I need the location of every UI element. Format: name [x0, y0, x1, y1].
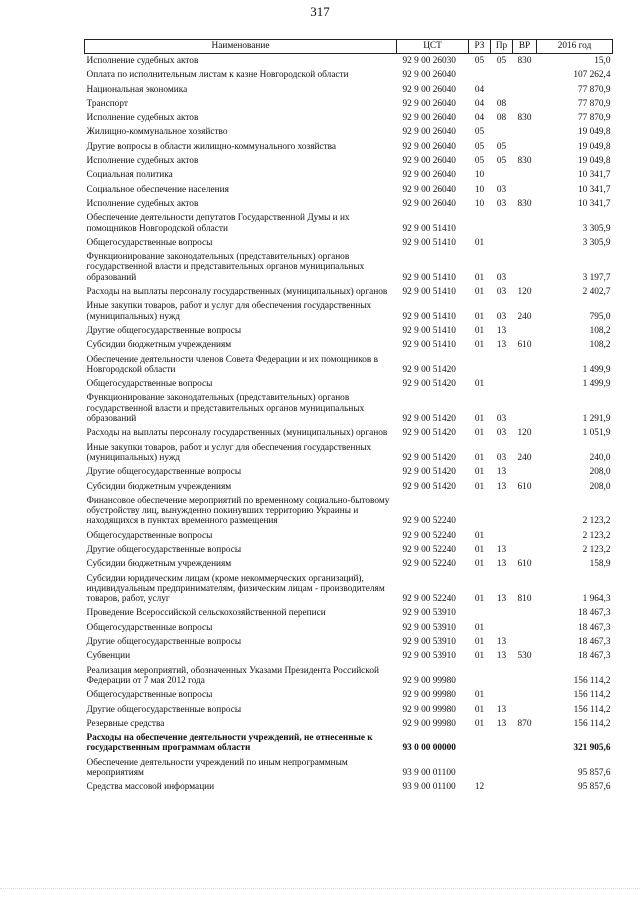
cell-vr	[513, 391, 537, 426]
cell-pr	[491, 606, 513, 620]
cell-cst: 92 9 00 26040	[402, 141, 456, 152]
cell-cst: 92 9 00 99980	[402, 690, 456, 701]
cell-rz: 01	[474, 379, 485, 390]
table-header	[85, 40, 613, 54]
cell-pr: 03	[496, 428, 507, 439]
cell-cst: 92 9 00 99980	[402, 718, 456, 729]
cell-cst: 92 9 00 26030	[402, 56, 456, 66]
cell-cst: 92 9 00 51420	[402, 364, 456, 375]
cell-cst: 92 9 00 53910	[402, 637, 456, 648]
cell-pr: 03	[496, 184, 507, 195]
cell-name: Резервные средства	[86, 718, 165, 729]
cell-rz: 01	[474, 340, 485, 351]
cell-cst: 92 9 00 26040	[402, 127, 456, 138]
table-row	[85, 426, 613, 440]
cell-vr	[513, 236, 537, 250]
cell-amount: 156 114,2	[573, 704, 611, 715]
cell-rz: 01	[474, 428, 485, 439]
table-row	[85, 353, 613, 378]
cell-vr	[513, 756, 537, 781]
header-rz: РЗ	[469, 40, 491, 54]
cell-amount: 19 049,8	[577, 141, 611, 152]
cell-name: Национальная экономика	[86, 84, 188, 95]
cell-rz: 01	[474, 530, 485, 541]
cell-amount: 19 049,8	[577, 156, 611, 167]
cell-name: Транспорт	[86, 98, 128, 109]
cell-amount: 2 123,2	[582, 544, 611, 555]
table-row	[85, 197, 613, 211]
cell-rz: 01	[474, 651, 485, 662]
cell-rz: 01	[474, 287, 485, 298]
cell-amount: 15,0	[594, 56, 611, 66]
header-row	[85, 40, 613, 54]
cell-amount: 77 870,9	[577, 98, 611, 109]
table-row	[85, 83, 613, 97]
cell-cst: 92 9 00 51410	[402, 311, 456, 322]
cell-rz: 01	[474, 704, 485, 715]
cell-rz: 01	[474, 637, 485, 648]
cell-cst: 92 9 00 52240	[402, 594, 456, 605]
cell-name: Обеспечение деятельности членов Совета Федерации и их помощников в Новгородской области	[86, 354, 379, 375]
table-body	[85, 54, 613, 795]
cell-pr: 13	[496, 704, 507, 715]
cell-pr: 13	[496, 718, 507, 729]
cell-cst: 92 9 00 51410	[402, 223, 456, 234]
cell-rz: 01	[474, 237, 485, 248]
scan-artifact-line	[0, 888, 640, 891]
cell-amount: 19 049,8	[577, 127, 611, 138]
cell-rz: 10	[474, 198, 485, 209]
cell-name: Средства массовой информации	[86, 782, 215, 793]
cell-pr	[491, 494, 513, 529]
table-row	[85, 211, 613, 236]
cell-cst: 93 0 00 00000	[402, 743, 456, 754]
cell-cst: 92 9 00 52240	[402, 544, 456, 555]
cell-vr: 870	[517, 718, 532, 729]
cell-rz: 01	[474, 414, 485, 425]
cell-pr	[491, 529, 513, 543]
cell-cst: 92 9 00 51410	[402, 287, 456, 298]
cell-rz	[469, 756, 491, 781]
cell-name: Иные закупки товаров, работ и услуг для обеспечения государственных (муниципальных) нужд	[86, 301, 372, 322]
cell-cst: 92 9 00 51420	[402, 428, 456, 439]
cell-amount: 158,9	[589, 559, 611, 570]
table-row	[85, 557, 613, 571]
table-row	[85, 299, 613, 324]
cell-cst: 92 9 00 26040	[402, 98, 456, 109]
table-row	[85, 606, 613, 620]
cell-cst: 92 9 00 52240	[402, 516, 456, 527]
table-row	[85, 250, 613, 285]
cell-amount: 156 114,2	[573, 675, 611, 686]
cell-cst: 92 9 00 51420	[402, 467, 456, 478]
table-row	[85, 529, 613, 543]
cell-name: Другие общегосударственные вопросы	[86, 467, 242, 478]
table-row	[85, 703, 613, 717]
cell-name: Функционирование законодательных (представительных) органов государственной власти и представительных органов муниципальных образований	[86, 393, 365, 425]
cell-amount: 321 905,6	[573, 743, 611, 754]
cell-vr	[513, 211, 537, 236]
header-cst: ЦСТ	[397, 40, 469, 54]
budget-table	[84, 39, 613, 795]
cell-pr: 08	[496, 98, 507, 109]
table-row	[85, 441, 613, 466]
cell-cst: 92 9 00 52240	[402, 530, 456, 541]
cell-cst: 92 9 00 26040	[402, 70, 456, 81]
table-row	[85, 688, 613, 702]
cell-rz: 01	[474, 559, 485, 570]
cell-amount: 3 305,9	[582, 223, 611, 234]
cell-vr	[513, 635, 537, 649]
cell-rz: 01	[474, 311, 485, 322]
cell-cst: 92 9 00 51420	[402, 452, 456, 463]
table-row	[85, 183, 613, 197]
cell-pr	[491, 688, 513, 702]
table-row	[85, 168, 613, 182]
table-row	[85, 465, 613, 479]
header-pr: Пр	[491, 40, 513, 54]
cell-amount: 95 857,6	[577, 768, 611, 779]
cell-pr	[491, 83, 513, 97]
cell-vr: 830	[517, 113, 532, 124]
cell-name: Субсидии бюджетным учреждениям	[86, 481, 232, 492]
cell-cst: 92 9 00 53910	[402, 651, 456, 662]
cell-pr: 13	[496, 481, 507, 492]
table-row	[85, 572, 613, 607]
cell-rz: 05	[474, 127, 485, 138]
cell-amount: 2 123,2	[582, 530, 611, 541]
cell-rz: 10	[474, 170, 485, 181]
cell-pr: 13	[496, 325, 507, 336]
table-row	[85, 111, 613, 125]
page-number: 317	[310, 4, 330, 19]
cell-vr	[513, 731, 537, 756]
cell-name: Другие вопросы в области жилищно-коммунального хозяйства	[86, 141, 337, 152]
cell-name: Исполнение судебных актов	[86, 113, 199, 124]
cell-pr: 03	[496, 287, 507, 298]
cell-vr	[513, 688, 537, 702]
table-row	[85, 621, 613, 635]
cell-rz: 01	[474, 690, 485, 701]
cell-pr: 08	[496, 113, 507, 124]
cell-name: Функционирование законодательных (представительных) органов государственной власти и представительных органов муниципальных образований	[86, 252, 365, 283]
cell-amount: 1 051,9	[582, 428, 611, 439]
cell-pr: 13	[496, 559, 507, 570]
cell-rz: 01	[474, 622, 485, 633]
header-year: 2016 год	[537, 40, 613, 54]
cell-amount: 18 467,3	[577, 637, 611, 648]
cell-rz: 01	[474, 452, 485, 463]
cell-rz: 01	[474, 718, 485, 729]
cell-vr	[513, 168, 537, 182]
cell-pr: 03	[496, 414, 507, 425]
table-row	[85, 664, 613, 689]
table-row	[85, 54, 613, 69]
cell-amount: 77 870,9	[577, 84, 611, 95]
cell-rz: 04	[474, 98, 485, 109]
cell-rz	[469, 68, 491, 82]
cell-rz: 01	[474, 272, 485, 283]
cell-name: Другие общегосударственные вопросы	[86, 325, 242, 336]
cell-pr	[491, 353, 513, 378]
cell-name: Исполнение судебных актов	[86, 156, 199, 167]
cell-pr: 03	[496, 272, 507, 283]
table-row	[85, 717, 613, 731]
cell-vr	[513, 543, 537, 557]
cell-name: Другие общегосударственные вопросы	[86, 637, 242, 648]
cell-pr: 05	[496, 56, 507, 66]
cell-cst: 92 9 00 26040	[402, 198, 456, 209]
cell-rz: 05	[474, 56, 485, 66]
cell-rz: 05	[474, 156, 485, 167]
cell-pr: 13	[496, 637, 507, 648]
cell-amount: 108,2	[589, 325, 611, 336]
cell-cst: 92 9 00 26040	[402, 156, 456, 167]
cell-rz	[469, 211, 491, 236]
cell-vr: 830	[517, 198, 532, 209]
table-row	[85, 125, 613, 139]
cell-rz: 01	[474, 481, 485, 492]
cell-name: Субсидии юридическим лицам (кроме некоммерческих организаций), индивидуальным предпринимателям, физическим лицам - производителям товаров, работ, услуг	[86, 573, 385, 605]
cell-name: Общегосударственные вопросы	[86, 530, 213, 541]
cell-name: Субсидии бюджетным учреждениям	[86, 340, 232, 351]
cell-amount: 18 467,3	[577, 651, 611, 662]
cell-vr: 830	[517, 56, 532, 66]
cell-pr	[491, 236, 513, 250]
cell-name: Обеспечение деятельности депутатов Государственной Думы и их помощников Новгородской области	[86, 213, 350, 234]
table-row	[85, 649, 613, 663]
cell-amount: 95 857,6	[577, 782, 611, 793]
cell-name: Жилищно-коммунальное хозяйство	[86, 127, 228, 138]
cell-name: Другие общегосударственные вопросы	[86, 544, 242, 555]
cell-cst: 92 9 00 52240	[402, 559, 456, 570]
cell-amount: 1 499,9	[582, 364, 611, 375]
cell-name: Расходы на выплаты персоналу государственных (муниципальных) органов	[86, 428, 388, 439]
cell-vr: 120	[517, 287, 532, 298]
table-row	[85, 338, 613, 352]
cell-vr: 810	[517, 594, 532, 605]
table-row	[85, 391, 613, 426]
cell-pr: 05	[496, 141, 507, 152]
cell-pr: 03	[496, 311, 507, 322]
cell-pr: 13	[496, 594, 507, 605]
cell-vr	[513, 529, 537, 543]
cell-amount: 208,0	[589, 467, 611, 478]
cell-vr: 120	[517, 428, 532, 439]
table-row	[85, 324, 613, 338]
cell-amount: 10 341,7	[577, 170, 611, 181]
cell-cst: 92 9 00 51420	[402, 481, 456, 492]
table-row	[85, 140, 613, 154]
cell-name: Реализация мероприятий, обозначенных Указами Президента Российской Федерации от 7 мая 2012 года	[86, 665, 379, 686]
cell-name: Обеспечение деятельности учреждений по иным непрограммным мероприятиям	[86, 757, 348, 779]
cell-pr	[491, 125, 513, 139]
cell-vr	[513, 606, 537, 620]
cell-name: Исполнение судебных актов	[86, 198, 199, 209]
cell-cst: 93 9 00 01100	[402, 768, 456, 779]
cell-vr	[513, 324, 537, 338]
cell-name: Социальная политика	[86, 170, 173, 181]
cell-amount: 2 123,2	[582, 516, 611, 527]
cell-pr	[491, 168, 513, 182]
cell-cst: 92 9 00 51410	[402, 340, 456, 351]
header-vr: ВР	[513, 40, 537, 54]
cell-name: Общегосударственные вопросы	[86, 622, 213, 633]
table-row	[85, 236, 613, 250]
cell-name: Расходы на обеспечение деятельности учреждений, не отнесенные к государственным программам области	[86, 733, 373, 754]
cell-amount: 108,2	[589, 340, 611, 351]
cell-amount: 3 305,9	[582, 237, 611, 248]
cell-cst: 92 9 00 53910	[402, 608, 456, 619]
table-row	[85, 480, 613, 494]
cell-vr	[513, 621, 537, 635]
cell-rz	[469, 494, 491, 529]
cell-name: Общегосударственные вопросы	[86, 690, 213, 701]
cell-vr: 240	[517, 452, 532, 463]
cell-vr	[513, 250, 537, 285]
cell-amount: 156 114,2	[573, 718, 611, 729]
cell-rz: 04	[474, 84, 485, 95]
cell-vr	[513, 68, 537, 82]
cell-vr	[513, 83, 537, 97]
cell-amount: 77 870,9	[577, 113, 611, 124]
cell-vr	[513, 377, 537, 391]
cell-amount: 2 402,7	[582, 287, 611, 298]
table-row	[85, 285, 613, 299]
cell-amount: 240,0	[589, 452, 611, 463]
cell-rz: 12	[474, 782, 485, 793]
cell-rz	[469, 606, 491, 620]
cell-cst: 92 9 00 51420	[402, 414, 456, 425]
cell-cst: 92 9 00 26040	[402, 184, 456, 195]
cell-pr: 05	[496, 156, 507, 167]
cell-name: Другие общегосударственные вопросы	[86, 704, 242, 715]
cell-cst: 93 9 00 01100	[402, 782, 456, 793]
cell-pr: 13	[496, 340, 507, 351]
cell-name: Иные закупки товаров, работ и услуг для обеспечения государственных (муниципальных) нужд	[86, 442, 372, 463]
cell-pr	[491, 211, 513, 236]
cell-name: Субсидии бюджетным учреждениям	[86, 559, 232, 570]
table-row	[85, 154, 613, 168]
cell-pr	[491, 664, 513, 689]
cell-cst: 92 9 00 51410	[402, 325, 456, 336]
header-name: Наименование	[85, 40, 397, 54]
cell-rz: 01	[474, 594, 485, 605]
cell-name: Общегосударственные вопросы	[86, 237, 213, 248]
cell-name: Расходы на выплаты персоналу государственных (муниципальных) органов	[86, 287, 388, 298]
cell-pr: 13	[496, 651, 507, 662]
cell-vr: 530	[517, 651, 532, 662]
table-row	[85, 731, 613, 756]
cell-pr	[491, 68, 513, 82]
cell-cst: 92 9 00 51410	[402, 237, 456, 248]
cell-vr	[513, 494, 537, 529]
table-row	[85, 635, 613, 649]
cell-vr: 610	[517, 559, 532, 570]
cell-vr	[513, 125, 537, 139]
cell-rz: 04	[474, 113, 485, 124]
cell-name: Общегосударственные вопросы	[86, 379, 213, 390]
cell-amount: 208,0	[589, 481, 611, 492]
cell-vr: 610	[517, 340, 532, 351]
cell-name: Субвенции	[86, 651, 131, 662]
cell-amount: 18 467,3	[577, 622, 611, 633]
cell-vr	[513, 97, 537, 111]
cell-amount: 3 197,7	[582, 272, 611, 283]
cell-vr	[513, 140, 537, 154]
cell-amount: 107 262,4	[573, 70, 611, 81]
cell-pr: 13	[496, 467, 507, 478]
cell-rz: 01	[474, 325, 485, 336]
cell-pr	[491, 780, 513, 794]
table-row	[85, 494, 613, 529]
cell-rz	[469, 731, 491, 756]
cell-vr	[513, 780, 537, 794]
cell-name: Финансовое обеспечение мероприятий по временному социально-бытовому обустройству лиц, вынужденно покинувших территорию Украины и находящихся в пунктах временного размещения	[86, 495, 390, 527]
cell-pr: 13	[496, 544, 507, 555]
cell-name: Проведение Всероссийской сельскохозяйственной переписи	[86, 608, 326, 619]
cell-pr: 03	[496, 198, 507, 209]
cell-cst: 92 9 00 26040	[402, 170, 456, 181]
cell-vr: 830	[517, 156, 532, 167]
cell-vr	[513, 664, 537, 689]
cell-rz: 01	[474, 544, 485, 555]
table-row	[85, 97, 613, 111]
cell-rz: 05	[474, 141, 485, 152]
cell-vr: 610	[517, 481, 532, 492]
cell-amount: 156 114,2	[573, 690, 611, 701]
table-row	[85, 377, 613, 391]
cell-pr: 03	[496, 452, 507, 463]
cell-name: Оплата по исполнительным листам к казне Новгородской области	[86, 70, 349, 81]
cell-rz	[469, 353, 491, 378]
cell-amount: 18 467,3	[577, 608, 611, 619]
cell-amount: 1 964,3	[582, 594, 611, 605]
cell-cst: 92 9 00 26040	[402, 84, 456, 95]
cell-amount: 1 291,9	[582, 414, 611, 425]
cell-vr	[513, 703, 537, 717]
cell-rz	[469, 664, 491, 689]
cell-name: Исполнение судебных актов	[86, 56, 199, 66]
cell-cst: 92 9 00 51420	[402, 379, 456, 390]
cell-vr: 240	[517, 311, 532, 322]
cell-cst: 92 9 00 99980	[402, 704, 456, 715]
cell-amount: 1 499,9	[582, 379, 611, 390]
cell-cst: 92 9 00 51410	[402, 272, 456, 283]
cell-rz: 10	[474, 184, 485, 195]
cell-vr	[513, 465, 537, 479]
table-row	[85, 543, 613, 557]
cell-amount: 10 341,7	[577, 184, 611, 195]
cell-amount: 795,0	[589, 311, 611, 322]
cell-cst: 92 9 00 26040	[402, 113, 456, 124]
cell-rz: 01	[474, 467, 485, 478]
cell-cst: 92 9 00 99980	[402, 675, 456, 686]
cell-vr	[513, 183, 537, 197]
cell-cst: 92 9 00 53910	[402, 622, 456, 633]
table-row	[85, 756, 613, 781]
cell-vr	[513, 353, 537, 378]
cell-pr	[491, 621, 513, 635]
cell-pr	[491, 756, 513, 781]
cell-pr	[491, 731, 513, 756]
table-row	[85, 780, 613, 794]
table-row	[85, 68, 613, 82]
cell-name: Социальное обеспечение населения	[86, 184, 229, 195]
cell-pr	[491, 377, 513, 391]
cell-amount: 10 341,7	[577, 198, 611, 209]
